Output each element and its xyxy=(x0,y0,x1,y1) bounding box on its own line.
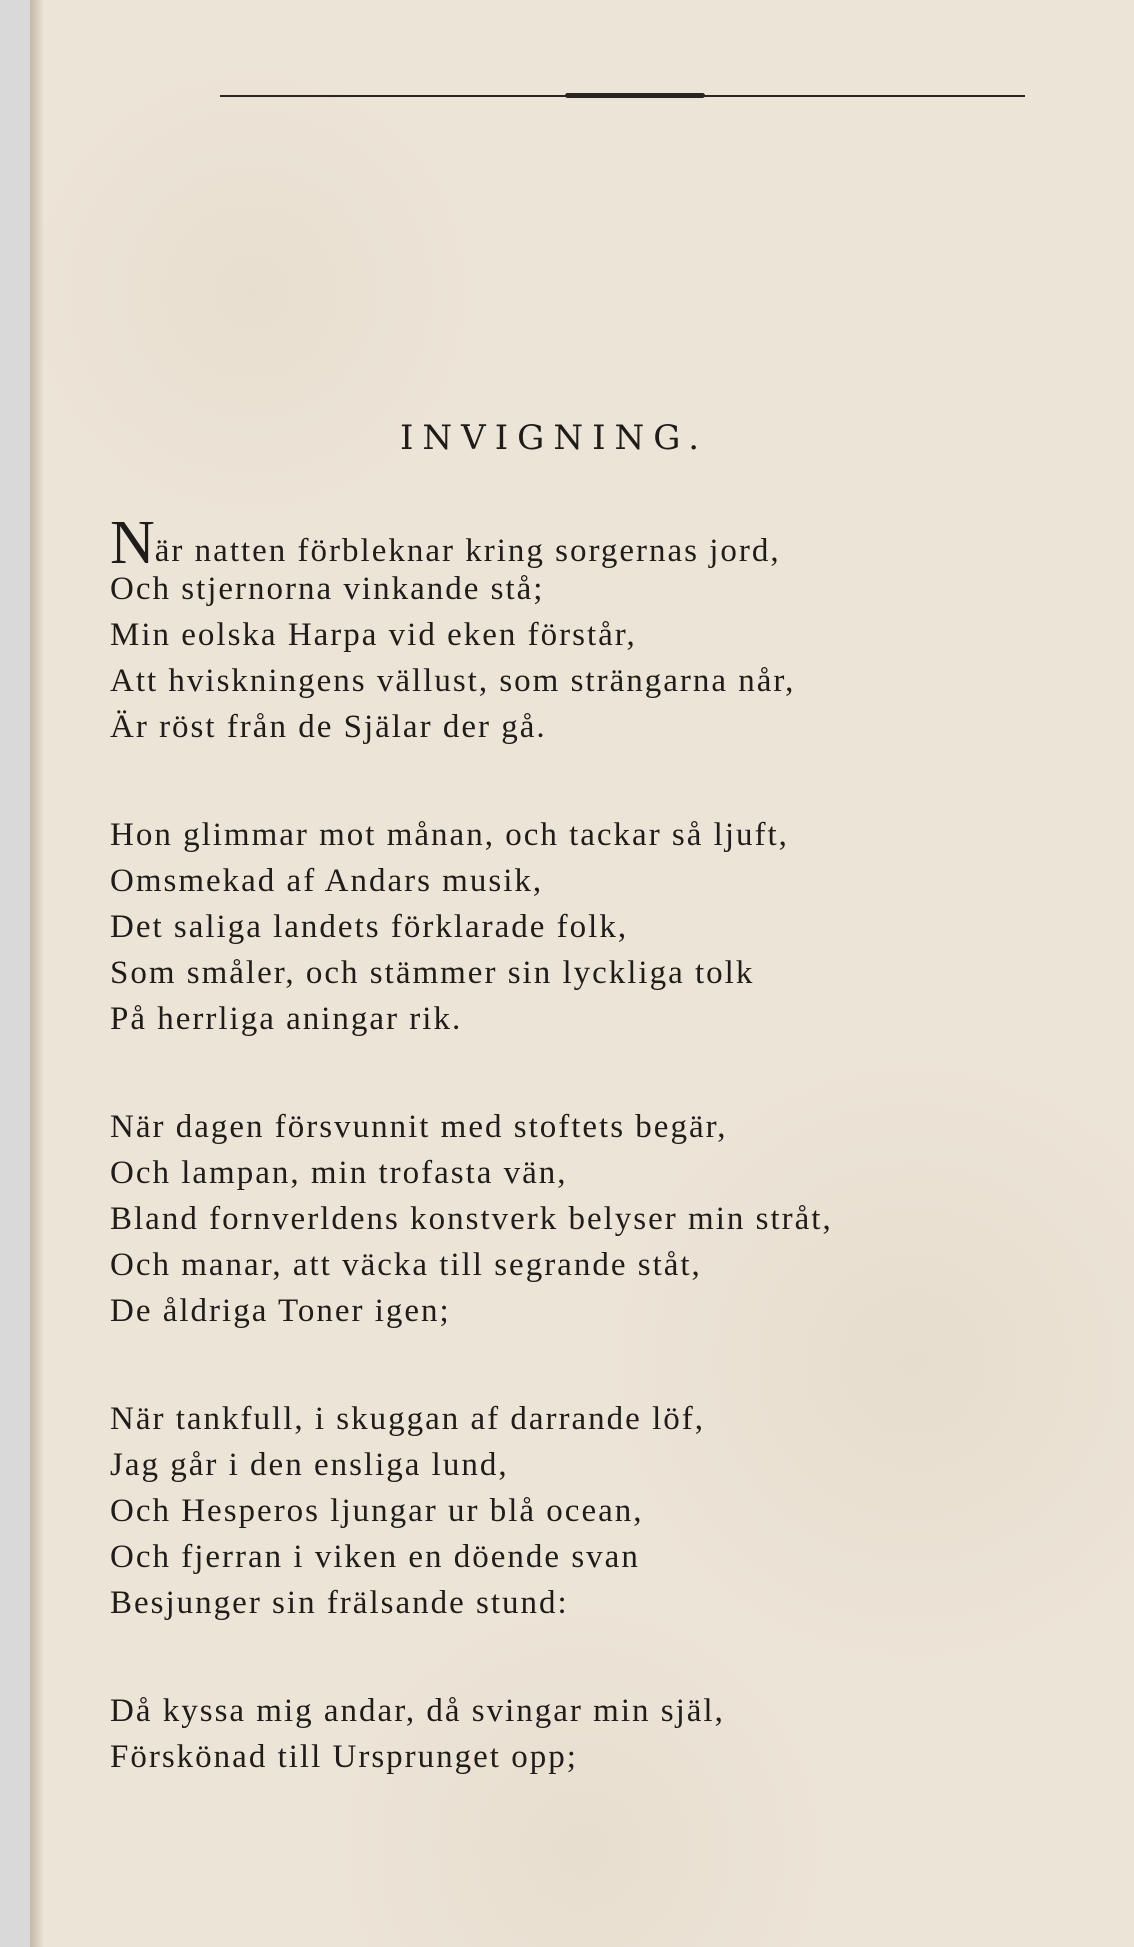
stanza xyxy=(110,1396,1090,1626)
poem-line: Att hviskningens vällust, som strängarna når, xyxy=(110,663,796,699)
poem-title: INVIGNING. xyxy=(400,418,709,458)
poem-line: Då kyssa mig andar, då svingar min själ, xyxy=(110,1693,725,1729)
poem-line: När dagen försvunnit med stoftets begär, xyxy=(110,1109,728,1145)
poem-line: Min eolska Harpa vid eken förstår, xyxy=(110,617,637,653)
poem-line: Och Hesperos ljungar ur blå ocean, xyxy=(110,1493,644,1529)
poem-line: Hon glimmar mot månan, och tackar så ljuft, xyxy=(110,817,789,853)
poem-line: Jag går i den ensliga lund, xyxy=(110,1447,509,1483)
drop-cap: N xyxy=(110,509,155,577)
poem-line: När natten förbleknar kring sorgernas jord, xyxy=(110,509,781,577)
book-page xyxy=(30,0,1134,1947)
poem-line: Och fjerran i viken en döende svan xyxy=(110,1539,640,1575)
page-gutter xyxy=(30,0,44,1947)
poem-line: På herrliga aningar rik. xyxy=(110,1001,463,1037)
stanza xyxy=(110,509,1090,750)
poem-line: Besjunger sin frälsande stund: xyxy=(110,1585,569,1621)
poem-line: Och lampan, min trofasta vän, xyxy=(110,1155,568,1191)
poem-line: Förskönad till Ursprunget opp; xyxy=(110,1739,578,1775)
poem-line: Som småler, och stämmer sin lyckliga tolk xyxy=(110,955,755,991)
poem-line: Är röst från de Själar der gå. xyxy=(110,709,547,745)
stanza xyxy=(110,1104,1090,1334)
stanza xyxy=(110,812,1090,1042)
poem-line: Omsmekad af Andars musik, xyxy=(110,863,544,899)
poem-line: Och manar, att väcka till segrande ståt, xyxy=(110,1247,702,1283)
poem-line: Det saliga landets förklarade folk, xyxy=(110,909,629,945)
header-rule-ornament xyxy=(565,93,705,98)
stanza xyxy=(110,1688,1090,1780)
poem-line: Och stjernorna vinkande stå; xyxy=(110,571,545,607)
poem-line: Bland fornverldens konstverk belyser min stråt, xyxy=(110,1201,833,1237)
poem-line: När tankfull, i skuggan af darrande löf, xyxy=(110,1401,705,1437)
poem-body xyxy=(110,509,1090,1842)
poem-line: De åldriga Toner igen; xyxy=(110,1293,451,1329)
